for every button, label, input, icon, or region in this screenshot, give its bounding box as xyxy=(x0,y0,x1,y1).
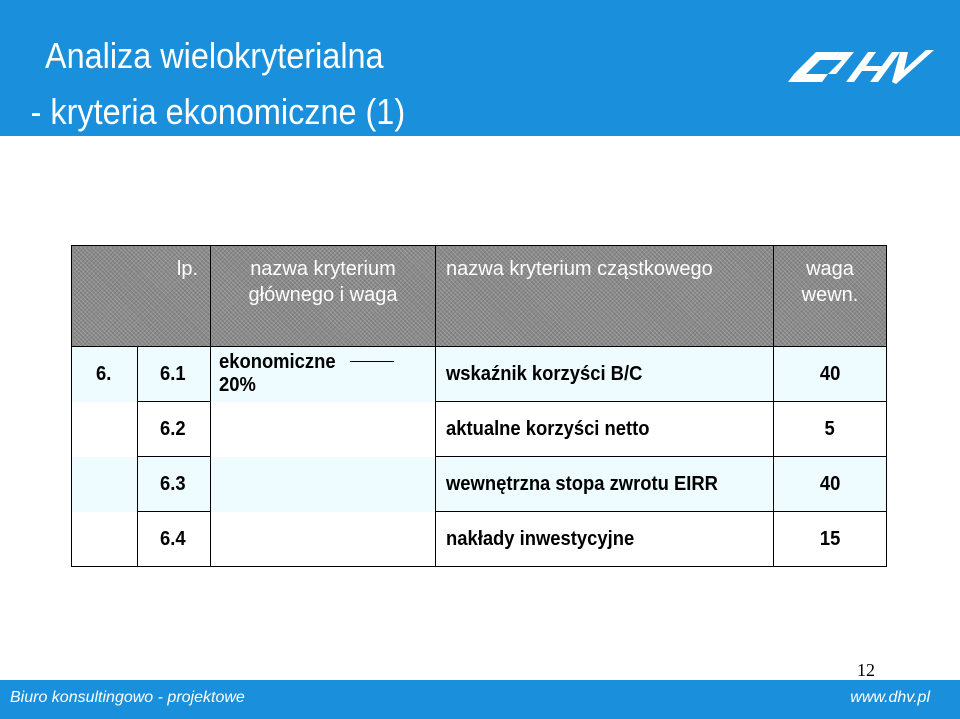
header-weight xyxy=(774,246,887,347)
table-row xyxy=(72,512,887,567)
group-number-cell xyxy=(72,347,138,402)
header-band xyxy=(0,0,960,136)
group-number: 6. xyxy=(96,362,112,385)
main-criterion-cell xyxy=(211,512,436,567)
header-main-line-2: głównego i waga xyxy=(248,284,398,306)
table-row xyxy=(72,402,887,457)
row-number: 6.1 xyxy=(160,362,186,385)
header-main-line-1: nazwa kryterium xyxy=(250,258,396,280)
row-number-cell xyxy=(138,347,211,402)
header-weight-line-2: wewn. xyxy=(801,284,859,306)
row-number: 6.3 xyxy=(160,472,186,495)
sub-criterion-cell xyxy=(436,402,774,457)
criteria-table xyxy=(71,245,887,567)
main-criterion-cell xyxy=(211,457,436,512)
sub-criterion-name: nakłady inwestycyjne xyxy=(446,527,635,550)
header-sub-criterion: nazwa kryterium cząstkowego xyxy=(436,246,774,347)
row-number: 6.4 xyxy=(160,527,186,550)
group-number-cell xyxy=(72,402,138,457)
dash-separator xyxy=(350,361,394,362)
weight-cell xyxy=(774,402,887,457)
group-number-cell xyxy=(72,457,138,512)
page-number: 12 xyxy=(857,660,875,680)
header-main-criterion xyxy=(211,246,436,347)
sub-criterion-name: wewnętrzna stopa zwrotu EIRR xyxy=(446,472,718,495)
title-line-1: Analiza wielokryterialna xyxy=(45,35,384,76)
main-criterion-cell xyxy=(211,402,436,457)
footer-band xyxy=(0,680,960,719)
sub-criterion-cell xyxy=(436,512,774,567)
dhv-logo-icon xyxy=(788,44,934,90)
weight-cell xyxy=(774,457,887,512)
footer-company: Biuro konsultingowo - projektowe xyxy=(10,689,245,706)
sub-criterion-weight: 15 xyxy=(819,527,841,550)
sub-criterion-weight: 40 xyxy=(819,362,841,385)
weight-cell xyxy=(774,512,887,567)
sub-criterion-name: wskaźnik korzyści B/C xyxy=(446,362,643,385)
row-number-cell xyxy=(138,457,211,512)
sub-criterion-name: aktualne korzyści netto xyxy=(446,417,650,440)
sub-criterion-cell xyxy=(436,457,774,512)
group-number-cell xyxy=(72,512,138,567)
table-header-row xyxy=(72,246,887,347)
header-weight-line-1: waga xyxy=(806,258,854,280)
main-criterion-cell xyxy=(211,347,436,402)
sub-criterion-weight: 5 xyxy=(824,417,836,440)
sub-criterion-weight: 40 xyxy=(819,472,841,495)
header-lp: lp. xyxy=(72,246,211,347)
main-criterion-weight: 20% xyxy=(219,374,256,397)
footer-website-link[interactable]: www.dhv.pl xyxy=(850,689,930,706)
row-number-cell xyxy=(138,402,211,457)
row-number: 6.2 xyxy=(160,417,186,440)
weight-cell xyxy=(774,347,887,402)
table-row xyxy=(72,347,887,402)
main-criterion-name: ekonomiczne xyxy=(219,351,336,374)
title-line-2: - kryteria ekonomiczne (1) xyxy=(30,91,406,132)
row-number-cell xyxy=(138,512,211,567)
table-row xyxy=(72,457,887,512)
sub-criterion-cell xyxy=(436,347,774,402)
